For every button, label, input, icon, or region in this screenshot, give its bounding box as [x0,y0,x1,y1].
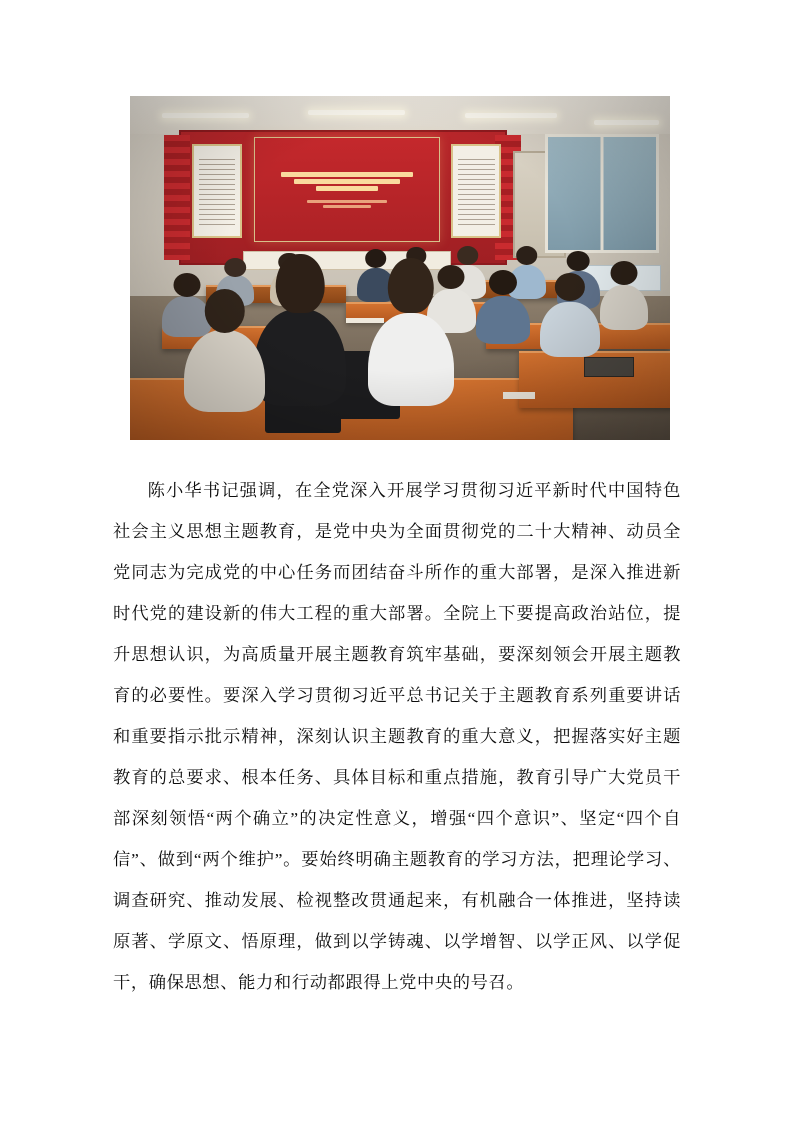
attendee [540,302,599,357]
attendee-foreground [368,313,454,406]
attendee-foreground [184,330,265,413]
attendee [600,285,649,330]
attendee-head [204,289,245,334]
laptop-icon [584,357,635,376]
attendee-head [276,254,325,312]
attendee-head [611,261,638,285]
attendee-head [555,273,585,301]
projection-screen [254,137,440,242]
attendee-foreground [254,309,346,405]
attendee-head [365,249,387,268]
attendee [162,296,211,337]
meeting-room-photo [130,96,670,440]
ceiling-light-icon [594,120,659,125]
ceiling-light-icon [308,110,405,115]
ceiling-light-icon [162,113,248,118]
attendee-head [516,246,538,265]
attendee-head [388,258,434,313]
attendee-head [173,273,200,297]
body-paragraph: 陈小华书记强调，在全党深入开展学习贯彻习近平新时代中国特色社会主义思想主题教育，是党中央为全面贯彻党的二十大精神、动员全党同志为完成党的中心任务而团结奋斗所作的重大部署，是深入推进新时代党的建设新的伟大工程的重大部署。全院上下要提高政治站位，提升思想认识，为高质量开展主题教育筑牢基础，要深刻领会开展主题教育的必要性。要深入学习贯彻习近平总书记关于主题教育系列重要讲话和重要指示批示精神，深刻认识主题教育的重大意义，把握落实好主题教育的总要求、根本任务、具体目标和重点措施，教育引导广大党员干部深刻领悟“两个确立”的决定性意义，增强“四个意识”、坚定“四个自信”、做到“两个维护”。要始终明确主题教育的学习方法，把理论学习、调查研究、推动发展、检视整改贯通起来，有机融合一体推进，坚持读原著、学原文、悟原理，做到以学铸魂、以学增智、以学正风、以学促干，确保思想、能力和行动都跟得上党中央的号召。 [113,481,681,992]
papers-icon [346,318,384,324]
left-poster [192,144,242,237]
right-poster [451,144,501,237]
page-content [113,78,681,1003]
photo-scene [130,96,670,440]
attendee-head [567,251,590,271]
ceiling-light-icon [465,113,557,118]
attendee-head [225,258,247,277]
attendee-head [438,265,465,289]
papers-icon [503,392,535,399]
attendee-head [457,246,479,265]
window [545,134,659,254]
attendee [476,296,530,344]
